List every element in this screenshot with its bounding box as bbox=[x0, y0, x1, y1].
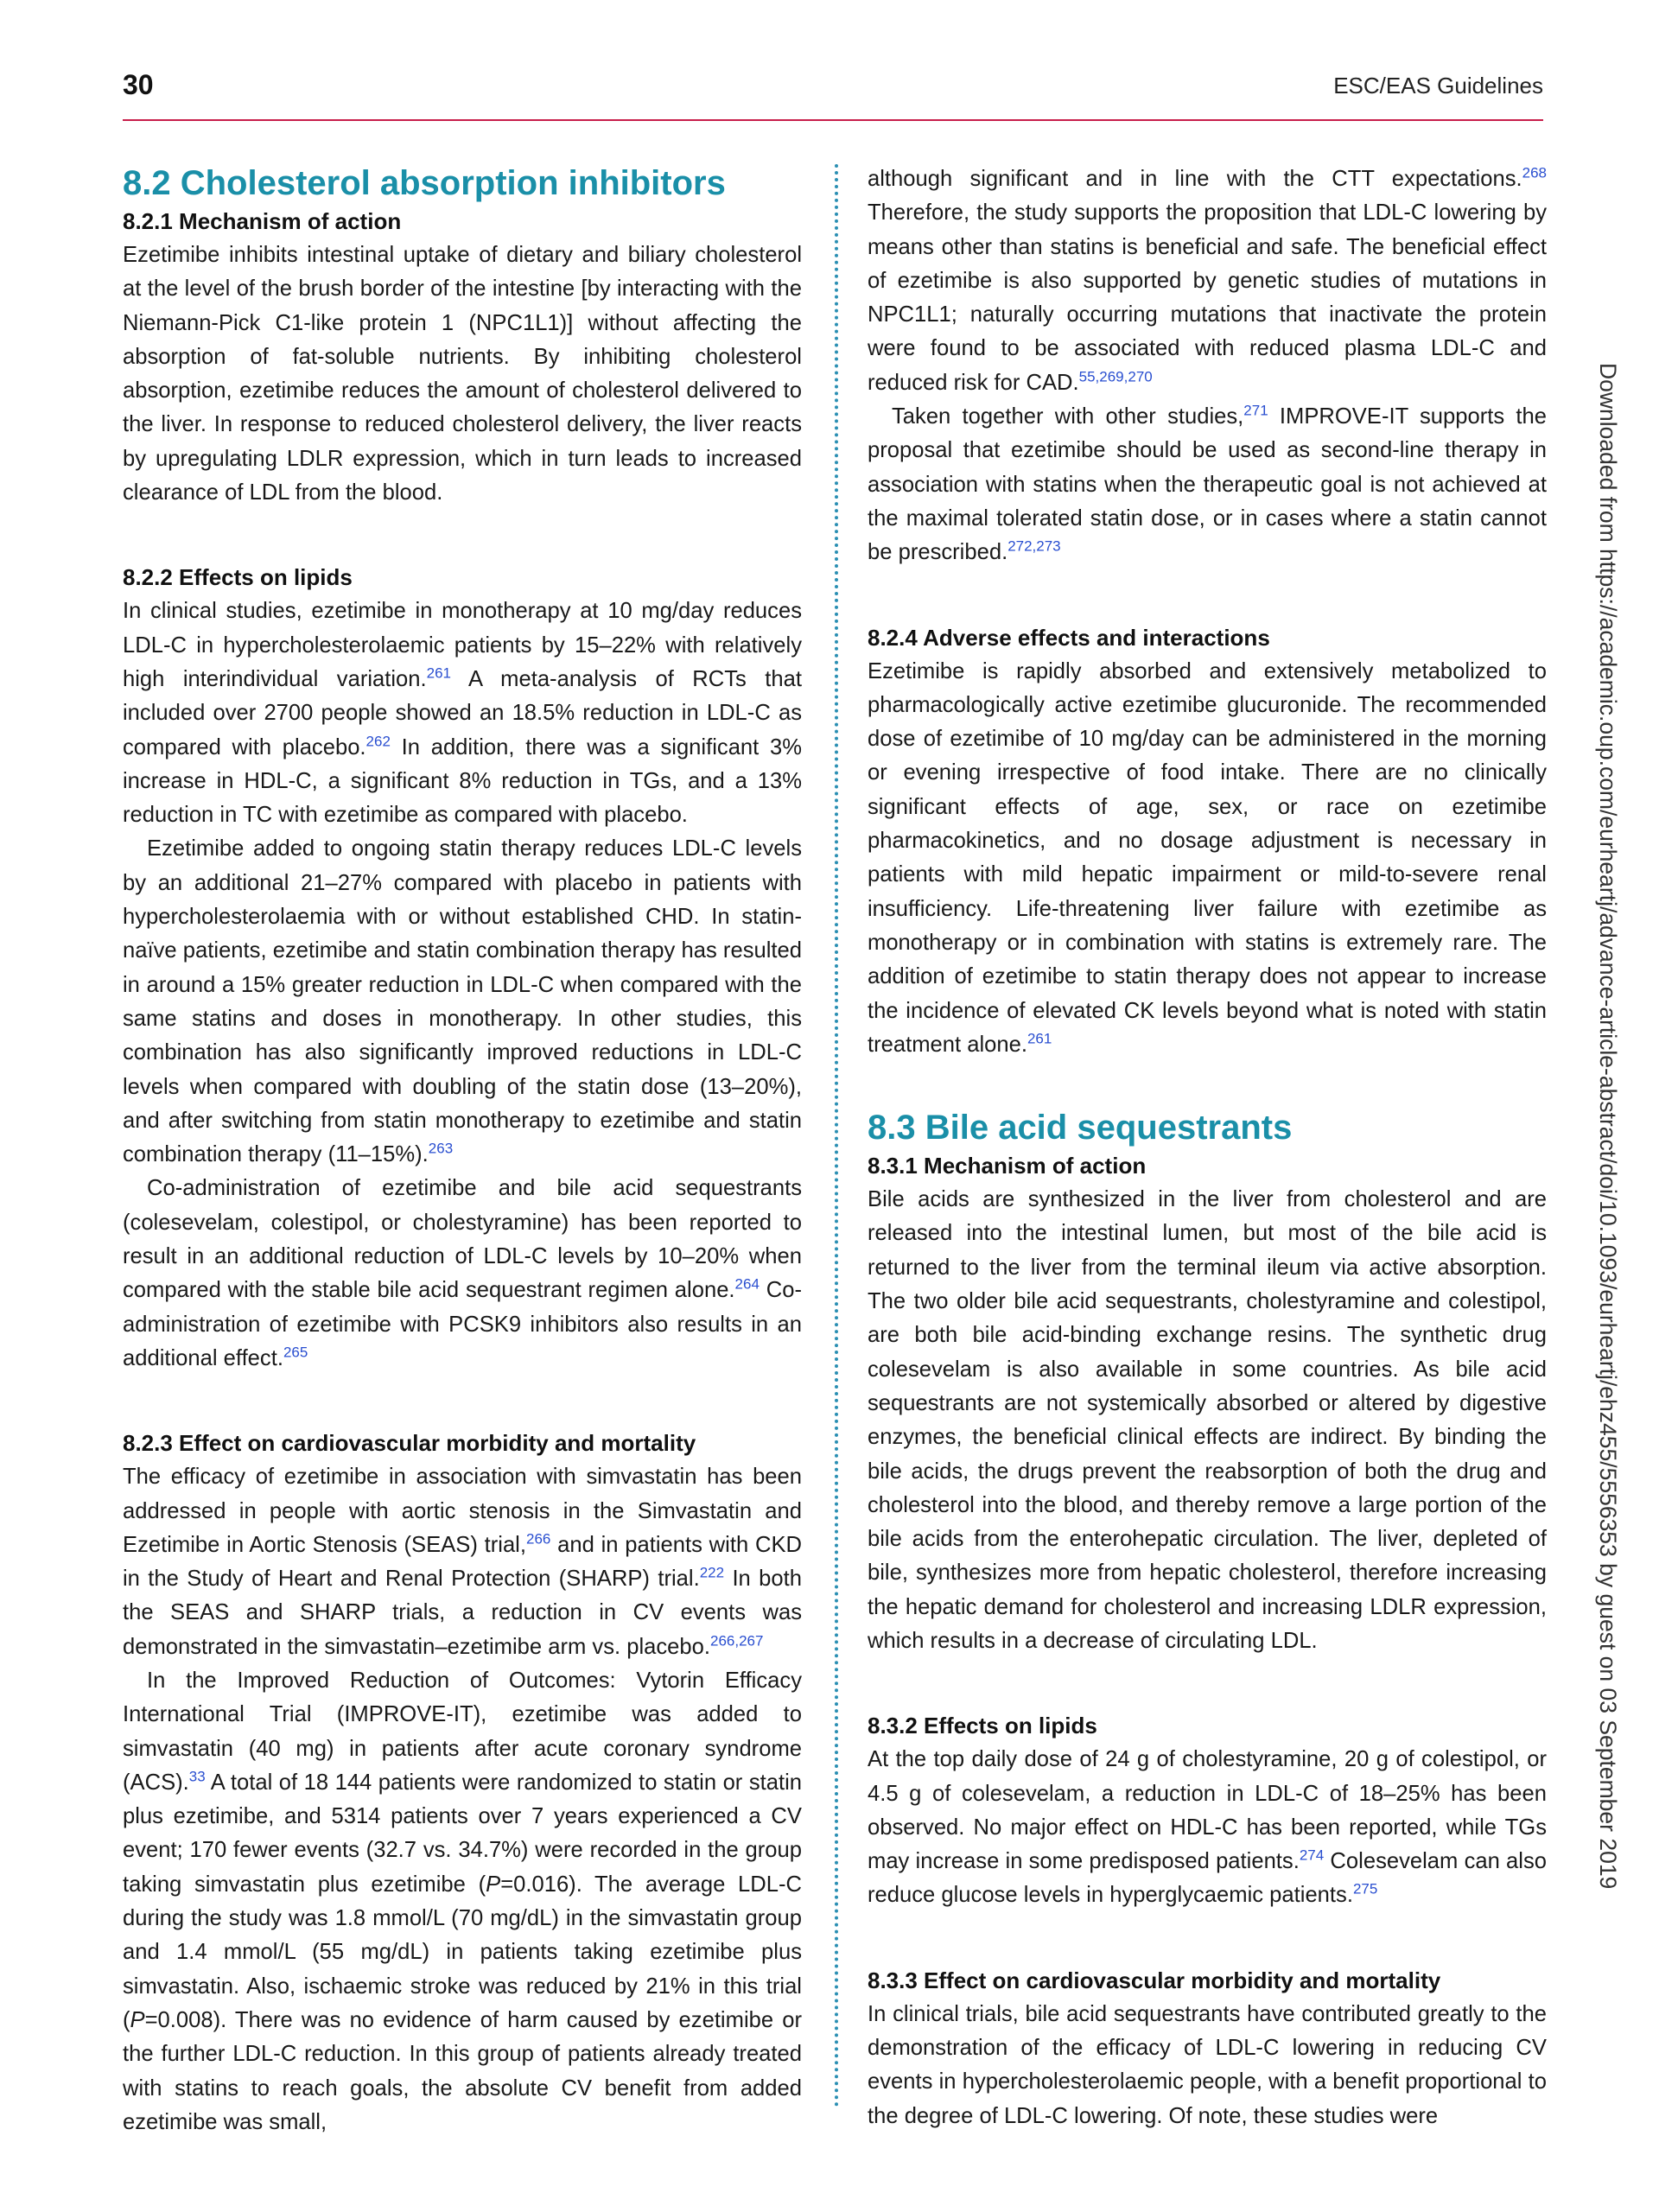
text: In clinical studies, ezetimibe in monotherapy at 10 mg/day reduces LDL-C in hypercholesterolaemic patients by 15–22% with relatively high interindividual variation. bbox=[123, 599, 802, 691]
paragraph bbox=[123, 1460, 802, 1664]
text: Colesevelam can also reduce glucose levels in hyperglycaemic patients. bbox=[868, 1849, 1547, 1908]
text: The efficacy of ezetimibe in association with simvastatin has been addressed in people with aortic stenosis in the Simvastatin and Ezetimibe in Aortic Stenosis (SEAS) trial, bbox=[123, 1465, 802, 1557]
reference-link[interactable]: 274 bbox=[1299, 1847, 1325, 1864]
reference-link[interactable]: 268 bbox=[1522, 164, 1547, 181]
paragraph: Bile acids are synthesized in the liver from cholesterol and are released into the intestinal lumen, but most of the bile acid is returned to the liver from the terminal ileum via active absorption. The two older bile acid sequestrants, cholestyramine and colestipol, are both bile acid-binding exchange resins. The synthetic drug colesevelam is also available in some countries. As bile acid sequestrants are not systemically absorbed or altered by digestive enzymes, the beneficial clinical effects are indirect. By binding the bile acids, the drugs prevent the reabsorption of both the drug and cholesterol into the blood, and thereby remove a large portion of the bile acids from the enterohepatic circulation. The liver, depleted of bile, synthesizes more from hepatic cholesterol, therefore increasing the hepatic demand for cholesterol and increasing LDLR expression, which results in a decrease of circulating LDL. bbox=[868, 1187, 1547, 1653]
right-column bbox=[868, 162, 1547, 2133]
reference-link[interactable]: 263 bbox=[428, 1140, 454, 1157]
text: Ezetimibe is rapidly absorbed and extensively metabolized to pharmacologically active ezetimibe glucuronide. The recommended dose of ezetimibe of 10 mg/day can be administered in the morning or evening irrespective of food intake. There are no clinically significant effects of age, sex, or race on ezetimibe pharmacokinetics, and no dosage adjustment is necessary in patients with mild hepatic impairment or mild-to-severe renal insufficiency. Life-threatening liver failure with ezetimibe as monotherapy or in combination with statins is extremely rare. The addition of ezetimibe to statin therapy does not appear to increase the incidence of elevated CK levels beyond what is noted with statin treatment alone. bbox=[868, 658, 1547, 1057]
text: although significant and in line with the CTT expectations. bbox=[868, 167, 1522, 191]
text: In addition, there was a significant 3% increase in HDL-C, a significant 8% reduction in TGs, and a 13% reduction in TC with ezetimibe as compared with placebo. bbox=[123, 734, 802, 828]
paragraph: In clinical trials, bile acid sequestrants have contributed greatly to the demonstration of the efficacy of LDL-C lowering in reducing CV events in hypercholesterolaemic people, with a benefit proportional to the degree of LDL-C lowering. Of note, these studies were bbox=[868, 2001, 1547, 2128]
reference-link[interactable]: 271 bbox=[1243, 402, 1268, 419]
reference-link[interactable]: 275 bbox=[1352, 1880, 1378, 1897]
paragraph bbox=[868, 1743, 1547, 1912]
heading-8-2-2: 8.2.2 Effects on lipids bbox=[123, 564, 353, 591]
heading-8-2-4: 8.2.4 Adverse effects and interactions bbox=[868, 624, 1270, 651]
header-rule bbox=[123, 119, 1543, 121]
italic-p: P bbox=[130, 2007, 145, 2032]
running-head: ESC/EAS Guidelines bbox=[1333, 73, 1543, 99]
paragraph bbox=[123, 1664, 802, 2139]
reference-link[interactable]: 33 bbox=[188, 1768, 206, 1785]
paragraph bbox=[868, 162, 1547, 400]
paragraph bbox=[123, 594, 802, 832]
heading-8-2-3: 8.2.3 Effect on cardiovascular morbidity and mortality bbox=[123, 1430, 696, 1457]
paragraph bbox=[123, 832, 802, 1172]
text: At the top daily dose of 24 g of cholestyramine, 20 g of colestipol, or 4.5 g of colesevelam, a reduction in LDL-C of 18–25% has been observed. No major effect on HDL-C has been reported, while TGs may increase in some predisposed patients. bbox=[868, 1747, 1547, 1874]
paragraph: Ezetimibe inhibits intestinal uptake of dietary and biliary cholesterol at the level of the brush border of the intestine [by interacting with the Niemann-Pick C1-like protein 1 (NPC1L1)] without affecting the absorption of fat-soluble nutrients. By inhibiting cholesterol absorption, ezetimibe reduces the amount of cholesterol delivered to the liver. In response to reduced cholesterol delivery, the liver reacts by upregulating LDLR expression, which in turn leads to increased clearance of LDL from the blood. bbox=[123, 243, 802, 505]
reference-link[interactable]: 55,269,270 bbox=[1078, 368, 1153, 385]
text: Taken together with other studies, bbox=[892, 404, 1244, 429]
reference-link[interactable]: 262 bbox=[365, 733, 391, 750]
paragraph bbox=[868, 655, 1547, 1063]
text: A total of 18 144 patients were randomized to statin or statin plus ezetimibe, and 5314 patients over 7 years experienced a CV event; 170 fewer events (32.7 vs. 34.7%) were recorded in the group taking simvastatin plus ezetimibe ( bbox=[123, 1770, 802, 1897]
italic-p: P bbox=[486, 1872, 501, 1897]
page-number: 30 bbox=[123, 69, 154, 100]
reference-link[interactable]: 222 bbox=[699, 1564, 725, 1581]
reference-link[interactable]: 272,273 bbox=[1007, 537, 1061, 555]
reference-link[interactable]: 266 bbox=[525, 1530, 551, 1548]
text: IMPROVE-IT supports the proposal that ezetimibe should be used as second-line therapy in association with statins when the therapeutic goal is not achieved at the maximal tolerated statin dose, or in cases where a statin cannot be prescribed. bbox=[868, 404, 1547, 565]
reference-link[interactable]: 266,267 bbox=[709, 1632, 764, 1649]
heading-8-3-3: 8.3.3 Effect on cardiovascular morbidity and mortality bbox=[868, 1967, 1441, 1993]
section-title-8-3: 8.3 Bile acid sequestrants bbox=[868, 1109, 1293, 1147]
text: Co-administration of ezetimibe with PCSK9 inhibitors also results in an additional effect. bbox=[123, 1278, 802, 1370]
heading-8-2-1: 8.2.1 Mechanism of action bbox=[123, 208, 402, 234]
section-title-8-2: 8.2 Cholesterol absorption inhibitors bbox=[123, 164, 726, 202]
text: =0.016). The average LDL-C during the study was 1.8 mmol/L (70 mg/dL) in the simvastatin group and 1.4 mmol/L (55 mg/dL) in patients taking ezetimibe plus simvastatin. Also, ischaemic stroke was reduced by 21% in this trial ( bbox=[123, 1872, 802, 2032]
text: =0.008). There was no evidence of harm caused by ezetimibe or the further LDL-C reduction. In this group of patients already treated with statins to reach goals, the absolute CV benefit from added ezetimibe was small, bbox=[123, 2007, 802, 2134]
reference-link[interactable]: 261 bbox=[426, 664, 452, 682]
left-column bbox=[123, 162, 802, 2139]
paragraph bbox=[123, 1172, 802, 1376]
text: and in patients with CKD in the Study of Heart and Renal Protection (SHARP) trial. bbox=[123, 1532, 803, 1592]
reference-link[interactable]: 265 bbox=[283, 1344, 308, 1361]
heading-8-3-2: 8.3.2 Effects on lipids bbox=[868, 1713, 1097, 1739]
text: In both the SEAS and SHARP trials, a reduction in CV events was demonstrated in the simvastatin–ezetimibe arm vs. placebo. bbox=[123, 1567, 802, 1659]
column-divider bbox=[835, 164, 838, 2108]
download-side-note[interactable]: Downloaded from https://academic.oup.com/eurheartj/advance-article-abstract/doi/10.1093/eurheartj/ehz455/5556353 by guest on 03 September 2019 bbox=[1595, 363, 1621, 1890]
paragraph bbox=[868, 400, 1547, 569]
text: In the Improved Reduction of Outcomes: Vytorin Efficacy International Trial (IMPROVE-IT), ezetimibe was added to simvastatin (40 mg) in patients after acute coronary syndrome (ACS). bbox=[123, 1668, 802, 1795]
text: Ezetimibe added to ongoing statin therapy reduces LDL-C levels by an additional 21–27% compared with placebo in patients with hypercholesterolaemia with or without established CHD. In statin-naïve patients, ezetimibe and statin combination therapy has resulted in around a 15% greater reduction in LDL-C when compared with the same statins and doses in monotherapy. In other studies, this combination has also significantly improved reductions in LDL-C levels when compared with doubling of the statin dose (13–20%), and after switching from statin monotherapy to ezetimibe and statin combination therapy (11–15%). bbox=[123, 836, 802, 1167]
heading-8-3-1: 8.3.1 Mechanism of action bbox=[868, 1153, 1147, 1179]
text: Therefore, the study supports the proposition that LDL-C lowering by means other than statins is beneficial and safe. The beneficial effect of ezetimibe is also supported by genetic studies of mutations in NPC1L1; naturally occurring mutations that inactivate the protein were found to be associated with reduced plasma LDL-C and reduced risk for CAD. bbox=[868, 200, 1547, 395]
reference-link[interactable]: 264 bbox=[734, 1275, 760, 1293]
text: Co-administration of ezetimibe and bile acid sequestrants (colesevelam, colestipol, or cholestyramine) has been reported to result in an additional reduction of LDL-C levels by 10–20% when compared with the stable bile acid sequestrant regimen alone. bbox=[123, 1176, 802, 1303]
reference-link[interactable]: 261 bbox=[1027, 1030, 1052, 1047]
text: A meta-analysis of RCTs that included over 2700 people showed an 18.5% reduction in LDL-C as compared with placebo. bbox=[123, 666, 802, 760]
